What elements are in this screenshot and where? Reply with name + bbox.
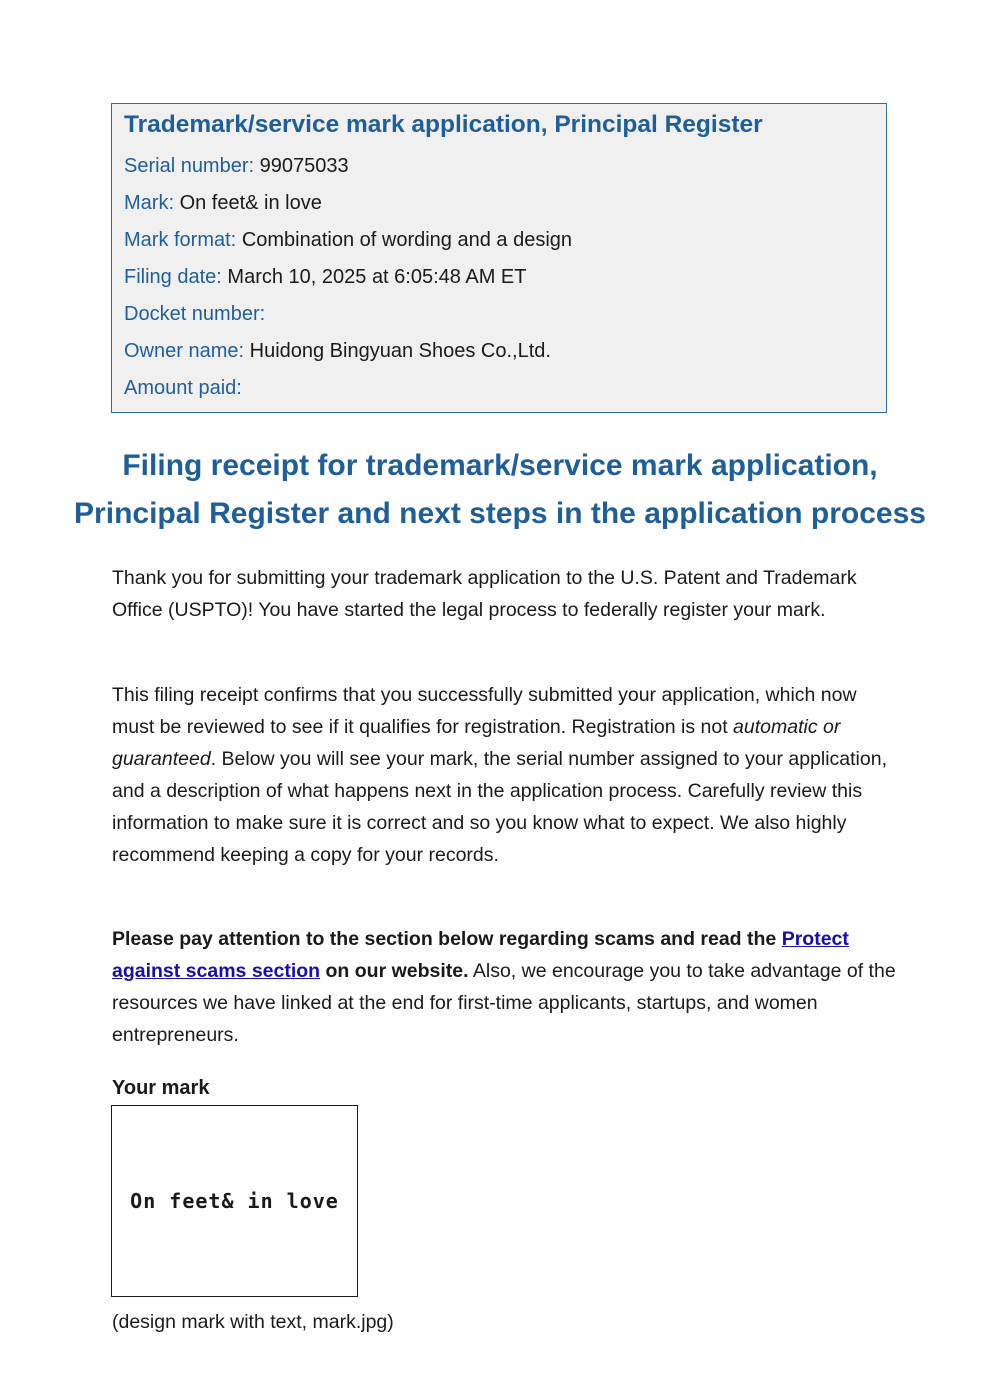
amount-paid-label: Amount paid: (124, 377, 242, 399)
amount-paid-row (124, 370, 874, 407)
mark-image (111, 1105, 358, 1297)
page-title-line-1: Filing receipt for trademark/service mark application, (122, 449, 878, 482)
receipt-text-end: . Below you will see your mark, the serial number assigned to your application, and a description of what happens next in the application process. Carefully review this information to make sure it is correct and so you know what to expect. We also highly recommend keeping a copy for your records. (112, 748, 888, 866)
owner-name-row (124, 333, 874, 370)
filing-date-row (124, 259, 874, 296)
docket-number-row (124, 296, 874, 333)
filing-date-value: March 10, 2025 at 6:05:48 AM ET (227, 266, 527, 288)
mark-row (124, 185, 874, 222)
docket-number-label: Docket number: (124, 303, 266, 325)
mark-image-text: On feet& in love (130, 1189, 339, 1213)
mark-format-value: Combination of wording and a design (241, 229, 573, 251)
scam-notice-bold-end: on our website. (320, 960, 469, 982)
application-summary-box (111, 103, 887, 413)
mark-image-caption: (design mark with text, mark.jpg) (112, 1311, 394, 1333)
filing-date-label: Filing date: (124, 266, 222, 288)
owner-name-value: Huidong Bingyuan Shoes Co.,Ltd. (249, 340, 551, 362)
your-mark-heading: Your mark (112, 1077, 210, 1099)
scam-notice-bold-start: Please pay attention to the section below regarding scams and read the (112, 928, 782, 950)
intro-paragraph: Thank you for submitting your trademark application to the U.S. Patent and Trademark Office (USPTO)! You have started the legal process to federally register your mark. (112, 567, 857, 621)
receipt-text-emphasis: automatic or guaranteed (112, 716, 841, 770)
mark-format-label: Mark format: (124, 229, 237, 251)
page-title-line-2: Principal Register and next steps in the application process (74, 497, 926, 530)
summary-title: Trademark/service mark application, Principal Register (124, 111, 763, 138)
serial-number-label: Serial number: (124, 155, 255, 177)
protect-against-scams-link[interactable]: Protect against scams section (112, 928, 849, 982)
receipt-text-start: This filing receipt confirms that you successfully submitted your application, which now must be reviewed to see if it qualifies for registration. Registration is not (112, 684, 857, 738)
page-title (0, 442, 1000, 538)
scam-notice-paragraph (112, 923, 902, 1051)
mark-value: On feet& in love (179, 192, 322, 214)
receipt-paragraph (112, 679, 902, 871)
serial-number-value: 99075033 (259, 155, 349, 177)
owner-name-label: Owner name: (124, 340, 245, 362)
mark-label: Mark: (124, 192, 174, 214)
serial-number-row (124, 148, 874, 185)
scam-notice-rest: Also, we encourage you to take advantage of the resources we have linked at the end for first-time applicants, startups, and women entrepreneurs. (112, 960, 896, 1046)
mark-format-row (124, 222, 874, 259)
